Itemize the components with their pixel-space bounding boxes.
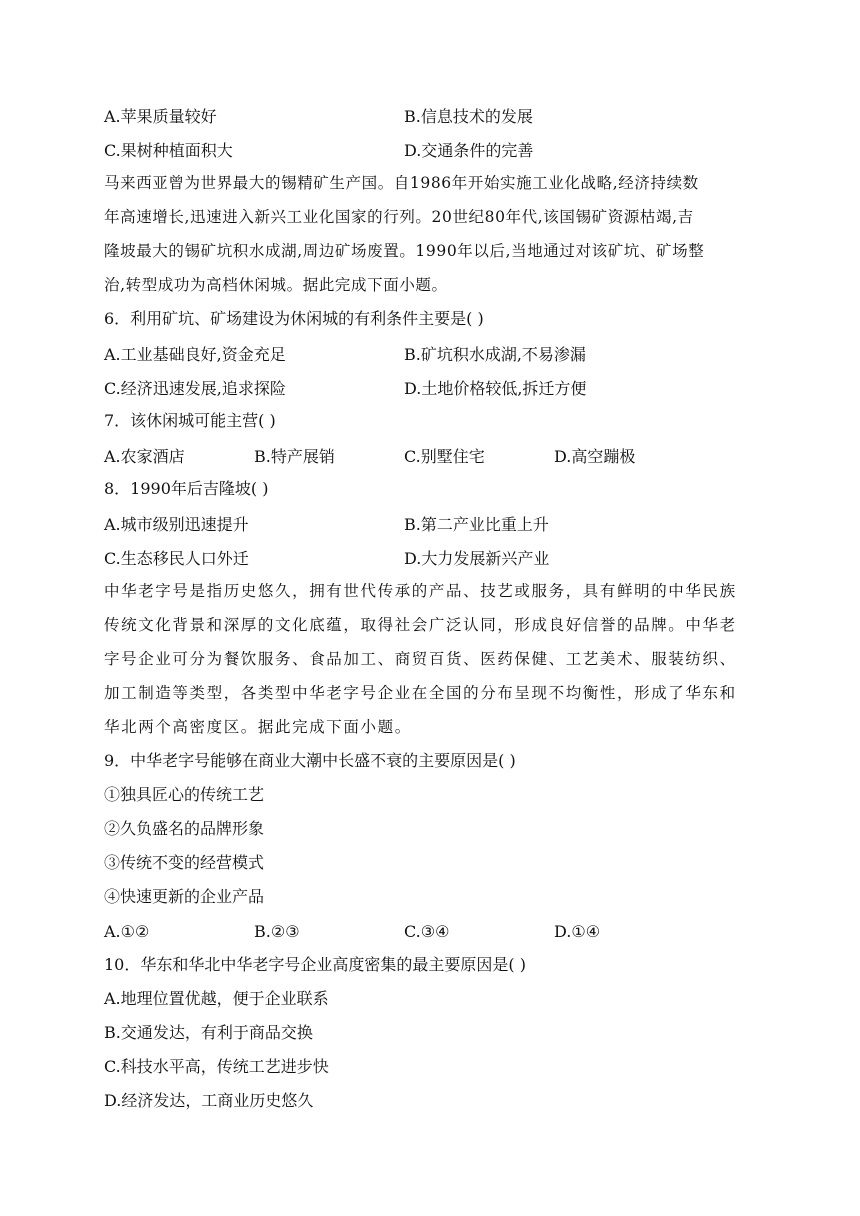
q6-option-c: C.经济迅速发展,追求探险 (104, 378, 286, 398)
q9-statement-3: ③传统不变的经营模式 (104, 853, 265, 872)
q8-option-c: C.生态移民人口外迁 (104, 548, 249, 568)
q6-option-b: B.矿坑积水成湖,不易渗漏 (404, 344, 586, 364)
q6-stem: 6．利用矿坑、矿场建设为休闲城的有利条件主要是( ) (104, 309, 484, 328)
q10-option-c: C.科技水平高，传统工艺进步快 (104, 1057, 329, 1076)
q8-options-row-2 (104, 540, 754, 574)
q5-option-b: B.信息技术的发展 (404, 106, 533, 126)
q10-option-a: A.地理位置优越，便于企业联系 (104, 989, 329, 1008)
passage-line: 加工制造等类型，各类型中华老字号企业在全国的分布呈现不均衡性，形成了华东和 (104, 684, 737, 702)
q5-options-row-2 (104, 132, 754, 166)
q9-options-row (104, 914, 754, 948)
q7-option-c: C.别墅住宅 (404, 446, 485, 466)
q5-option-a: A.苹果质量较好 (104, 106, 217, 126)
q8-option-b: B.第二产业比重上升 (404, 514, 549, 534)
q7-option-b: B.特产展销 (254, 446, 335, 466)
exam-page (104, 98, 754, 1118)
q9-statement-1: ①独具匠心的传统工艺 (104, 785, 265, 804)
q9-stem: 9．中华老字号能够在商业大潮中长盛不衰的主要原因是( ) (104, 751, 516, 770)
q6-option-d: D.土地价格较低,拆迁方便 (404, 378, 587, 398)
q5-option-d: D.交通条件的完善 (404, 140, 534, 160)
q9-statement-2: ②久负盛名的品牌形象 (104, 819, 265, 838)
q7-stem: 7．该休闲城可能主营( ) (104, 411, 276, 430)
q7-options-row (104, 438, 754, 472)
passage-line: 中华老字号是指历史悠久，拥有世代传承的产品、技艺或服务，具有鲜明的中华民族 (104, 582, 737, 600)
q10-option-b: B.交通发达，有利于商品交换 (104, 1023, 313, 1042)
passage-malaysia (104, 166, 754, 302)
q5-options-row-1 (104, 98, 754, 132)
q10-stem: 10．华东和华北中华老字号企业高度密集的最主要原因是( ) (104, 955, 526, 974)
q8-option-a: A.城市级别迅速提升 (104, 514, 249, 534)
q8-options-row-1 (104, 506, 754, 540)
q5-option-c: C.果树种植面积大 (104, 140, 233, 160)
q10-option-d: D.经济发达，工商业历史悠久 (104, 1091, 314, 1110)
passage-laozihao (104, 574, 754, 744)
passage-line: 隆坡最大的锡矿坑积水成湖,周边矿场废置。1990年以后,当地通过对该矿坑、矿场整 (104, 242, 705, 260)
q7-option-d: D.高空蹦极 (554, 446, 636, 466)
q6-options-row-2 (104, 370, 754, 404)
q6-options-row-1 (104, 336, 754, 370)
passage-line: 年高速增长,迅速进入新兴工业化国家的行列。20世纪80年代,该国锡矿资源枯竭,吉 (104, 208, 694, 226)
q9-option-c: C.③④ (404, 921, 450, 941)
q9-statement-4: ④快速更新的企业产品 (104, 887, 265, 906)
passage-line: 字号企业可分为餐饮服务、食品加工、商贸百货、医药保健、工艺美术、服装纺织、 (104, 650, 737, 668)
passage-line: 传统文化背景和深厚的文化底蕴，取得社会广泛认同，形成良好信誉的品牌。中华老 (104, 616, 737, 634)
q9-option-d: D.①④ (554, 921, 601, 941)
q6-option-a: A.工业基础良好,资金充足 (104, 344, 286, 364)
passage-line: 马来西亚曾为世界最大的锡精矿生产国。自1986年开始实施工业化战略,经济持续数 (104, 174, 699, 192)
passage-line: 治,转型成功为高档休闲城。据此完成下面小题。 (104, 276, 448, 294)
q7-option-a: A.农家酒店 (104, 446, 185, 466)
q8-option-d: D.大力发展新兴产业 (404, 548, 550, 568)
passage-line: 华北两个高密度区。据此完成下面小题。 (104, 718, 412, 736)
q9-option-a: A.①② (104, 921, 150, 941)
q8-stem: 8．1990年后吉隆坡( ) (104, 479, 269, 498)
q9-option-b: B.②③ (254, 921, 300, 941)
